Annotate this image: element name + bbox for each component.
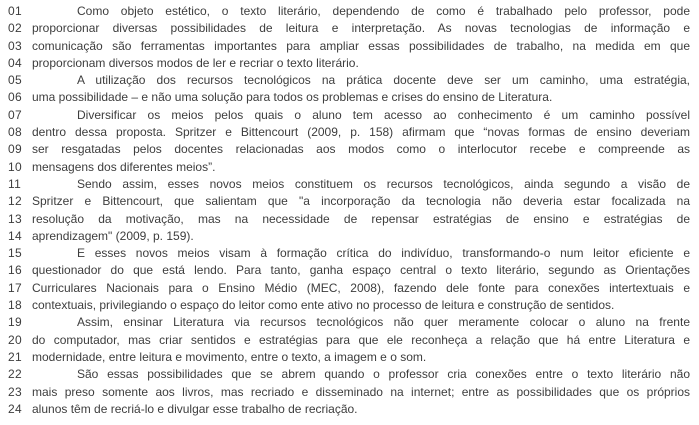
line-number: 07 [8,107,22,122]
line-text: Assim, ensinar Literatura via recursos tecnológicos não quer meramente colocar o aluno na frente [77,315,690,330]
text-line [0,38,699,55]
line-text: Curriculares Nacionais para o Ensino Médio (MEC, 2008), fazendo dele fonte para conexões intertextuais e [32,280,690,295]
line-number: 12 [8,194,22,209]
text-line [0,55,699,72]
text-line [0,72,699,89]
line-number: 13 [8,211,22,226]
line-text: ser resgatadas pelos docentes relacionadas aos modos como o interlocutor recebe e compreende as [32,142,690,157]
line-number: 14 [8,228,22,243]
line-text: uma possibilidade – e não uma solução para todos os problemas e crises do ensino de Literatura. [32,90,553,105]
line-text: do computador, mas criar sentidos e estratégias para que ele reconheça a relação que há entre Literatura e [32,332,690,347]
line-number: 24 [8,401,22,416]
text-line [0,262,699,279]
text-line [0,401,699,418]
line-text: questionador do que está lendo. Para tanto, ganha espaço central o texto literário, segundo as Orientações [32,263,690,278]
text-line [0,124,699,141]
text-line [0,193,699,210]
line-number: 16 [8,263,22,278]
line-number: 01 [8,4,22,18]
text-line [0,366,699,383]
text-line [0,20,699,37]
line-number: 15 [8,246,22,261]
line-text: resolução da motivação, mas na necessidade de repensar estratégias de ensino e estratégias de [32,211,690,226]
line-number: 21 [8,349,22,364]
line-number: 22 [8,367,22,382]
line-text: proporcionam diversos modos de ler e recriar o texto literário. [32,55,359,70]
text-lines-container [0,3,699,418]
line-text: proporcionar diversas possibilidades de leitura e interpretação. As novas tecnologias de informação e [32,21,690,36]
text-line [0,280,699,297]
line-text: Sendo assim, esses novos meios constituem os recursos tecnológicos, ainda segundo a visão de [77,176,690,191]
line-text: Diversificar os meios pelos quais o aluno tem acesso ao conhecimento é um caminho possível [77,107,690,122]
line-text: contextuais, privilegiando o espaço do leitor como ente ativo no processo de leitura e construção de sentidos. [32,298,615,313]
text-line [0,89,699,106]
text-line [0,332,699,349]
line-number: 08 [8,125,22,140]
line-number: 17 [8,280,22,295]
line-number: 11 [8,176,22,191]
text-line [0,3,699,20]
line-number: 10 [8,159,22,174]
line-text: alunos têm de recriá-lo e divulgar esse trabalho de recriação. [32,401,358,416]
line-text: mensagens dos diferentes meios”. [32,159,216,174]
line-text: Como objeto estético, o texto literário, dependendo de como é trabalhado pelo professor, pode [77,4,690,18]
line-number: 23 [8,384,22,399]
text-line [0,245,699,262]
line-text: aprendizagem" (2009, p. 159). [32,228,194,243]
text-line [0,159,699,176]
text-line [0,228,699,245]
text-line [0,384,699,401]
line-number: 04 [8,55,22,70]
line-number: 05 [8,73,22,88]
line-text: modernidade, entre leitura e movimento, entre o texto, a imagem e o som. [32,349,427,364]
line-text: A utilização dos recursos tecnológicos na prática docente deve ser um caminho, uma estratégia, [77,73,690,88]
line-text: dentro dessa proposta. Spritzer e Bittencourt (2009, p. 158) afirmam que “novas formas de ensino deveriam [32,125,690,140]
text-line [0,211,699,228]
text-line [0,141,699,158]
text-line [0,297,699,314]
line-number: 03 [8,38,22,53]
line-text: E esses novos meios visam à formação crítica do indivíduo, transformando-o num leitor eficiente e [77,246,690,261]
text-line [0,107,699,124]
line-text: São essas possibilidades que se abrem quando o professor cria conexões entre o texto literário não [77,367,690,382]
line-text: comunicação são ferramentas importantes para ampliar essas possibilidades de trabalho, na medida em que [32,38,690,53]
text-line [0,349,699,366]
text-line [0,314,699,331]
text-line [0,176,699,193]
line-number: 09 [8,142,22,157]
line-text: Spritzer e Bittencourt, que salientam que "a incorporação da tecnologia não deveria estar focalizada na [32,194,690,209]
line-number: 20 [8,332,22,347]
line-number: 02 [8,21,22,36]
line-text: mais preso somente aos livros, mas recriado e disseminado na internet; entre as possibilidades que os próprios [32,384,690,399]
line-number: 19 [8,315,22,330]
line-number: 06 [8,90,22,105]
line-number: 18 [8,298,22,313]
